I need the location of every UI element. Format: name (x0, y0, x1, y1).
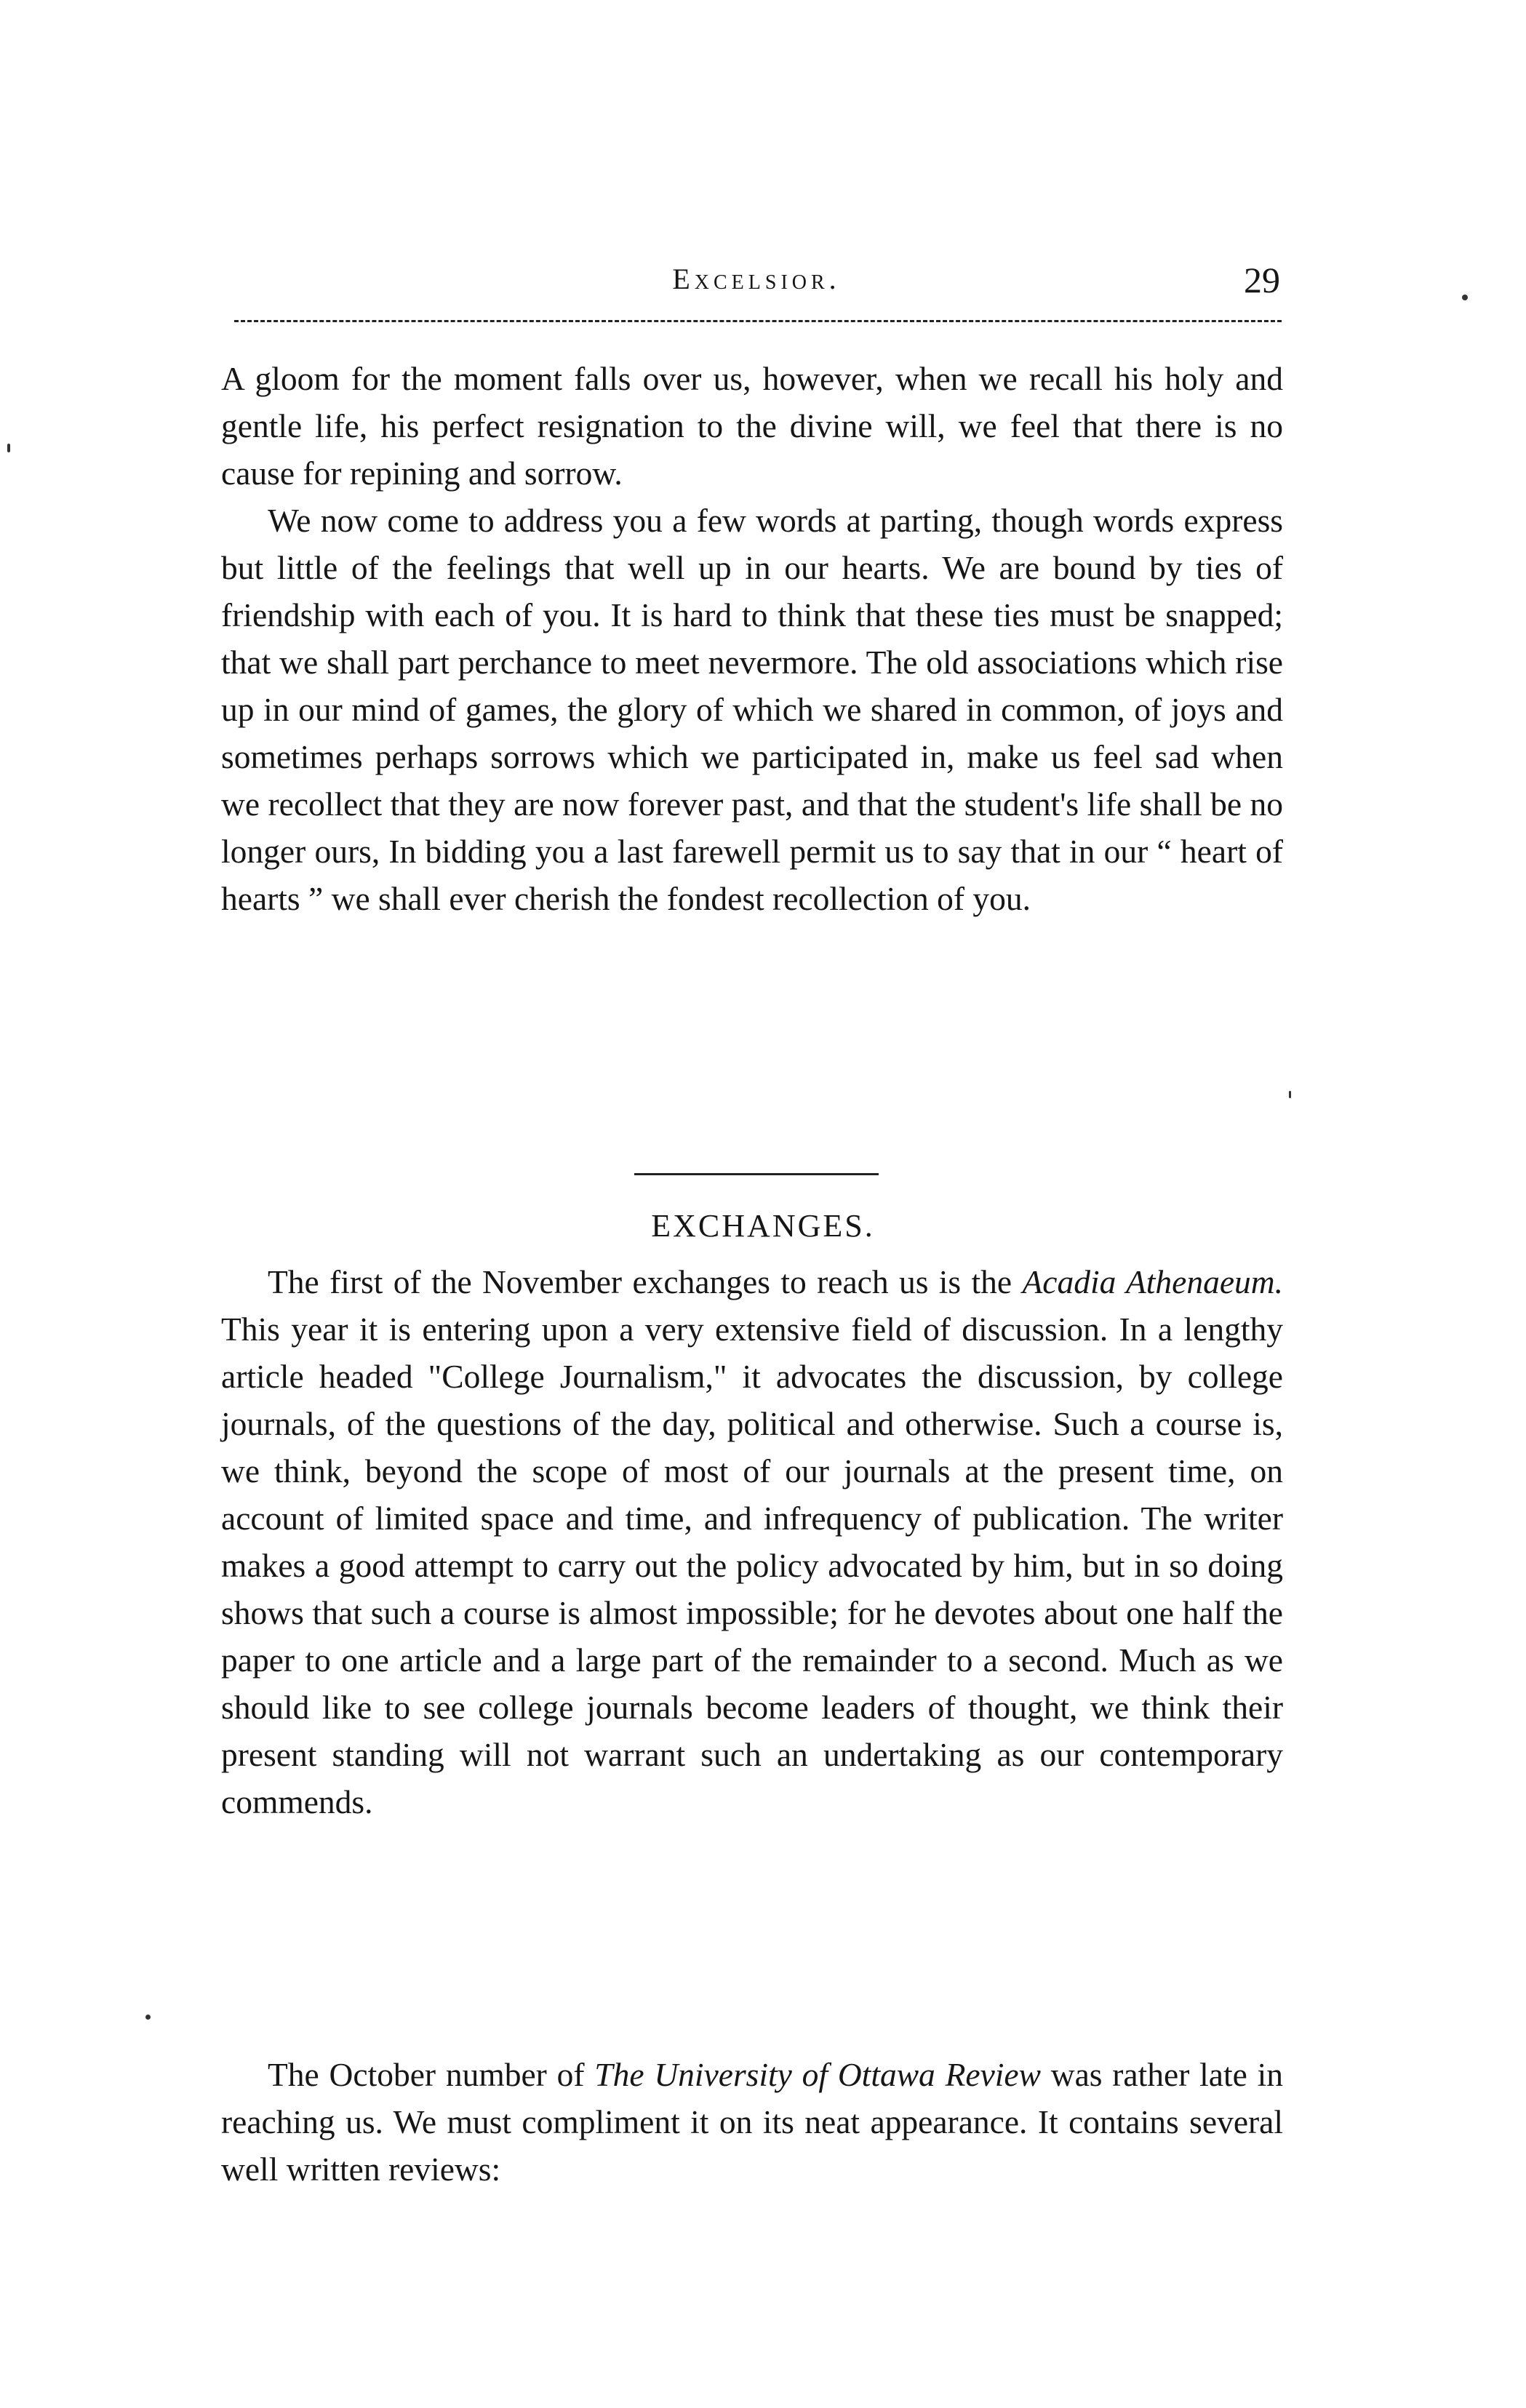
ottawa-text-before: The October number of (268, 2056, 595, 2093)
acadia-journal-title: Acadia Athenaeum. (1022, 1263, 1283, 1300)
acadia-text-before: The first of the November exchanges to reach us is the (268, 1263, 1023, 1300)
closing-remarks (221, 355, 1283, 922)
running-head (233, 262, 1280, 305)
paragraph-farewell: We now come to address you a few words at parting, though words express but little of the feelings that well up in our hearts. We are bound by ties of friendship with each of you. It is hard to think that these ties must be snapped; that we shall part perchance to meet nevermore. The old associations which rise up in our mind of games, the glory of which we shared in common, of joys and sometimes perhaps sorrows which we participated in, make us feel sad when we recollect that they are now forever past, and that the student's life shall be no longer ours, In bidding you a last farewell permit us to say that in our “ heart of hearts ” we shall ever cherish the fondest recollection of you. (221, 502, 1283, 917)
exchanges-heading: EXCHANGES. (651, 1208, 875, 1244)
ottawa-text-after: was rather late in reaching us. We must compliment it on its neat appearance. It contains several well written reviews: (221, 2056, 1283, 2188)
page-number: 29 (1244, 260, 1280, 300)
acadia-text-after: This year it is entering upon a very extensive field of discussion. In a lengthy article headed "College Journalism," it advocates the discussion, by college journals, of the questions of the day, political and otherwise. Such a course is, we think, beyond the scope of most of our journals at the present time, on account of limited space and time, and infrequency of publication. The writer makes a good attempt to carry out the policy advocated by him, but in so doing shows that such a course is almost impossible; for he devotes about one half the paper to one article and a large part of the remainder to a second. Much as we should like to see college journals become leaders of thought, we think their present standing will not warrant such an undertaking as our contemporary commends. (221, 1311, 1283, 1820)
ink-speck (1289, 1091, 1291, 1098)
exchanges-paragraph-acadia (221, 1258, 1283, 1825)
running-title: Excelsior. (672, 263, 841, 295)
paragraph-gloom: A gloom for the moment falls over us, however, when we recall his holy and gentle life, his perfect resignation to the divine will, we feel that there is no cause for repining and sorrow. (221, 360, 1283, 492)
ottawa-journal-title: The University of Ottawa Review (594, 2056, 1041, 2093)
ink-speck (7, 444, 10, 452)
paragraph-ottawa (221, 2051, 1283, 2193)
exchanges-paragraph-ottawa (221, 2051, 1283, 2193)
section-divider (634, 1173, 879, 1175)
paragraph-acadia (221, 1258, 1283, 1825)
header-rule (234, 320, 1282, 322)
ink-speck (1462, 295, 1468, 300)
ink-speck (145, 2015, 151, 2020)
